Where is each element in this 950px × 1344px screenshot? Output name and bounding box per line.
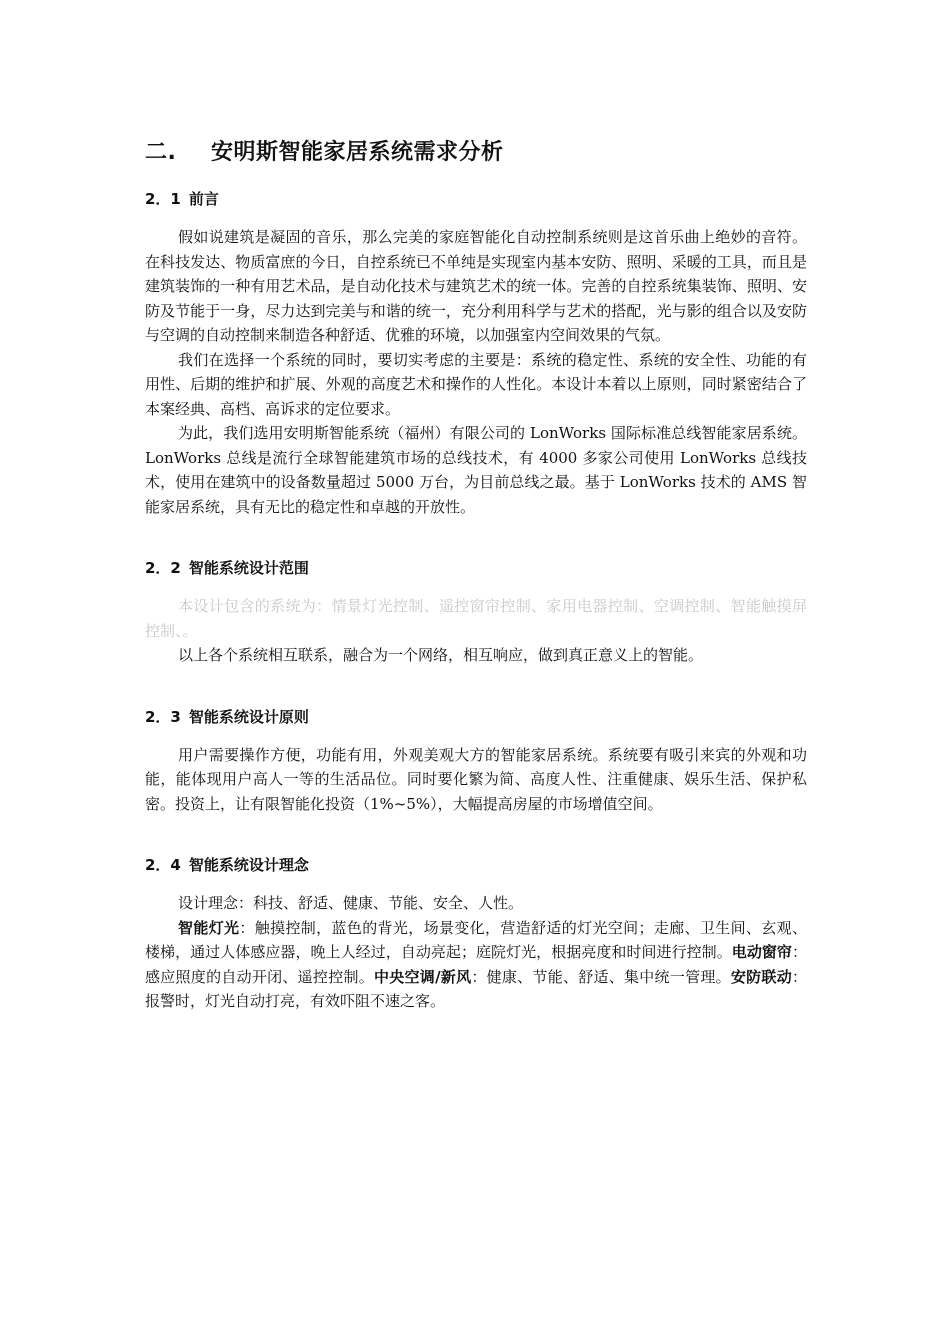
concept-text-curtain: 感应照度的自动开闭、遥控控制。: [145, 967, 374, 986]
paragraph: 我们在选择一个系统的同时，要切实考虑的主要是：系统的稳定性、系统的安全性、功能的有用性、后期的维护和扩展、外观的高度艺术和操作的人性化。本设计本着以上原则，同时紧密结合了本案经典、高档、高诉求的定位要求。: [145, 350, 807, 418]
section-number: 2．2: [145, 559, 181, 577]
concept-sep: ：: [791, 943, 807, 961]
section-title: 智能系统设计范围: [188, 559, 309, 577]
section-number: 2．3: [145, 707, 181, 726]
paragraph: 假如说建筑是凝固的音乐，那么完美的家庭智能化自动控制系统则是这首乐曲上绝妙的音符。在科技发达、物质富庶的今日，自控系统已不单纯是实现室内基本安防、照明、采暖的工具，而且是建筑装饰的一种有用艺术品，是自动化技术与建筑艺术的统一体。完善的自控系统集装饰、照明、安防及节能于一身，尽力达到完美与和谐的统一，充分利用科学与艺术的搭配，光与影的组合以及安防与空调的自动控制来制造各种舒适、优雅的环境，以加强室内空间效果的气氛。: [145, 228, 807, 344]
document-page: [145, 135, 807, 1014]
section-number: 2．4: [145, 856, 181, 874]
chapter-title: [145, 135, 807, 166]
section-heading-concept: [145, 854, 807, 875]
concept-paragraph: [145, 916, 807, 1014]
paragraph: 为此，我们选用安明斯智能系统（福州）有限公司的 LonWorks 国际标准总线智能家居系统。LonWorks 总线是流行全球智能建筑市场的总线技术，有 4000 多家公司使用 LonWorks 总线技术，使用在建筑中的设备数量超过 5000 万台，为目前总线之最。基于 LonWorks 技术的 AMS 智能家居系统，具有无比的稳定性和卓越的开放性。: [145, 424, 807, 516]
concept-text-security: 报警时，灯光自动打亮，有效吓阻不速之客。: [145, 992, 446, 1010]
concept-label-hvac: 中央空调/新风: [374, 967, 472, 986]
section-title: 智能系统设计理念: [188, 856, 309, 874]
paragraph-intro: 设计理念：科技、舒适、健康、节能、安全、人性。: [178, 894, 524, 912]
chapter-title-text: 安明斯智能家居系统需求分析: [211, 140, 504, 165]
concept-label-lighting: 智能灯光: [178, 918, 240, 937]
concept-text-lighting: 触摸控制，蓝色的背光，场景变化，营造舒适的灯光空间；走廊、卫生间、玄观、 楼梯，通过人体感应器，晚上人经过，自动亮起；庭院灯光，根据亮度和时间进行控制。: [145, 918, 807, 961]
concept-label-curtain: 电动窗帘: [731, 943, 792, 961]
concept-sep: ：: [471, 967, 487, 986]
concept-sep: ：: [239, 918, 255, 937]
section-heading-principles: [145, 706, 807, 727]
section-title: 智能系统设计原则: [188, 707, 309, 726]
concept-label-security: 安防联动: [730, 967, 792, 986]
section-heading-preface: [145, 188, 807, 209]
section-number: 2．1: [145, 190, 181, 208]
concept-sep: ：: [791, 967, 807, 986]
chapter-number: 二.: [145, 140, 177, 165]
concept-text-hvac: 健康、节能、舒适、集中统一管理。: [486, 967, 731, 986]
section-heading-scope: [145, 557, 807, 578]
paragraph: 用户需要操作方便，功能有用，外观美观大方的智能家居系统。系统要有吸引来宾的外观和功能，能体现用户高人一等的生活品位。同时要化繁为简、高度人性、注重健康、娱乐生活、保护私密。投资上，让有限智能化投资（1%~5%），大幅提高房屋的市场增值空间。: [145, 745, 807, 813]
section-title: 前言: [188, 190, 219, 208]
paragraph-faded: 本设计包含的系统为：情景灯光控制、遥控窗帘控制、家用电器控制、空调控制、智能触摸屏控制、。: [145, 597, 807, 640]
paragraph: 以上各个系统相互联系，融合为一个网络，相互响应，做到真正意义上的智能。: [178, 646, 704, 664]
